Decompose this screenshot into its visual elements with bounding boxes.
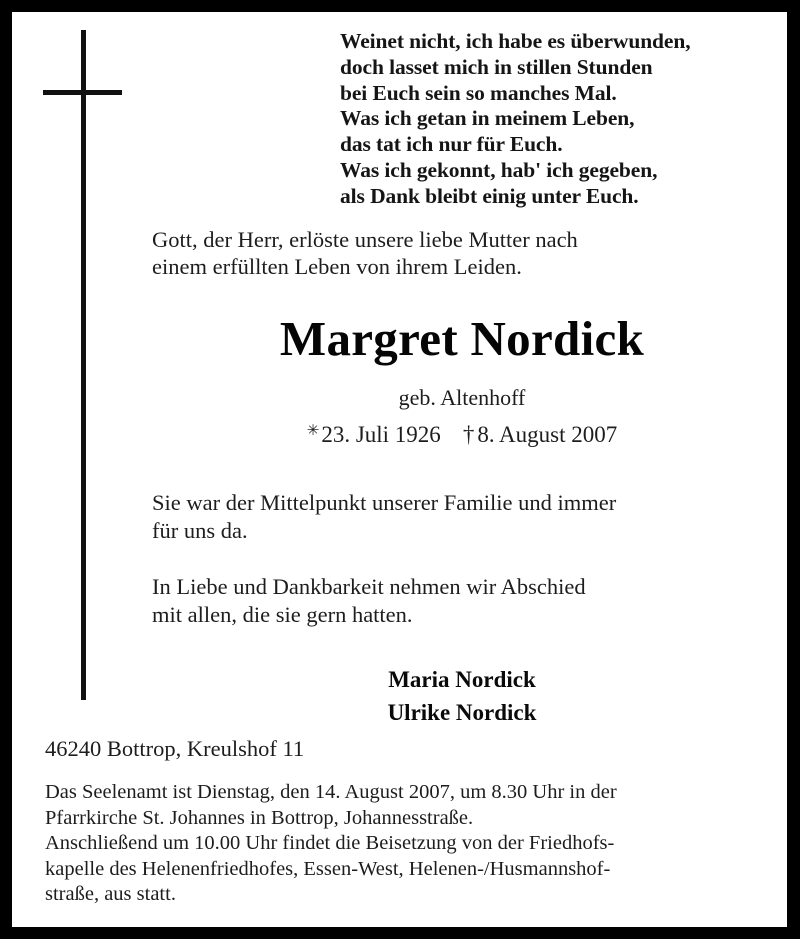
birth-date: 23. Juli 1926 [321, 422, 441, 447]
service-line: kapelle des Helenenfriedhofes, Essen-West, Helenen-/Husmannshof- [45, 857, 611, 880]
death-date: 8. August 2007 [477, 422, 618, 447]
service-line: Pfarrkirche St. Johannes in Bottrop, Johannesstraße. [45, 806, 474, 829]
death-cross-icon: † [462, 422, 475, 447]
cross-icon [12, 12, 152, 712]
poem-line: das tat ich nur für Euch. [340, 132, 563, 157]
signer-name: Maria Nordick [388, 667, 536, 692]
maiden-name: geb. Altenhoff [398, 385, 526, 410]
service-line: Das Seelenamt ist Dienstag, den 14. August 2007, um 8.30 Uhr in der [45, 781, 617, 803]
memorial-poem [340, 29, 760, 210]
tribute-line: für uns da. [152, 518, 248, 543]
deceased-name: Margret Nordick [279, 311, 645, 366]
signer-name: Ulrike Nordick [387, 700, 537, 725]
poem-line: bei Euch sein so manches Mal. [340, 80, 617, 105]
family-address: 46240 Bottrop, Kreulshof 11 [45, 736, 305, 761]
poem-line: als Dank bleibt einig unter Euch. [340, 183, 639, 208]
notice-body [152, 226, 772, 729]
intro-paragraph [152, 226, 772, 280]
birth-star-icon: ✳ [306, 423, 320, 439]
service-details [45, 780, 775, 908]
tribute-paragraph [152, 489, 772, 545]
service-line: straße, aus statt. [45, 883, 176, 905]
poem-line: Was ich gekonnt, hab' ich gegeben, [340, 157, 658, 182]
intro-line: einem erfüllten Leben von ihrem Leiden. [152, 254, 522, 279]
intro-line: Gott, der Herr, erlöste unsere liebe Mutter nach [152, 227, 578, 252]
cross-vertical-bar [81, 30, 86, 700]
poem-line: doch lasset mich in stillen Stunden [340, 54, 653, 79]
farewell-line: mit allen, die sie gern hatten. [152, 602, 413, 627]
life-dates [152, 417, 772, 449]
farewell-line: In Liebe und Dankbarkeit nehmen wir Abschied [152, 574, 586, 599]
farewell-paragraph [152, 573, 772, 629]
service-line: Anschließend um 10.00 Uhr findet die Beisetzung von der Friedhofs- [45, 832, 615, 854]
notice-sheet [12, 12, 787, 927]
signers-list [152, 663, 772, 729]
poem-line: Weinet nicht, ich habe es überwunden, [340, 29, 691, 53]
tribute-line: Sie war der Mittelpunkt unserer Familie und immer [152, 490, 617, 515]
cross-horizontal-bar [43, 90, 122, 95]
poem-line: Was ich getan in meinem Leben, [340, 106, 635, 131]
